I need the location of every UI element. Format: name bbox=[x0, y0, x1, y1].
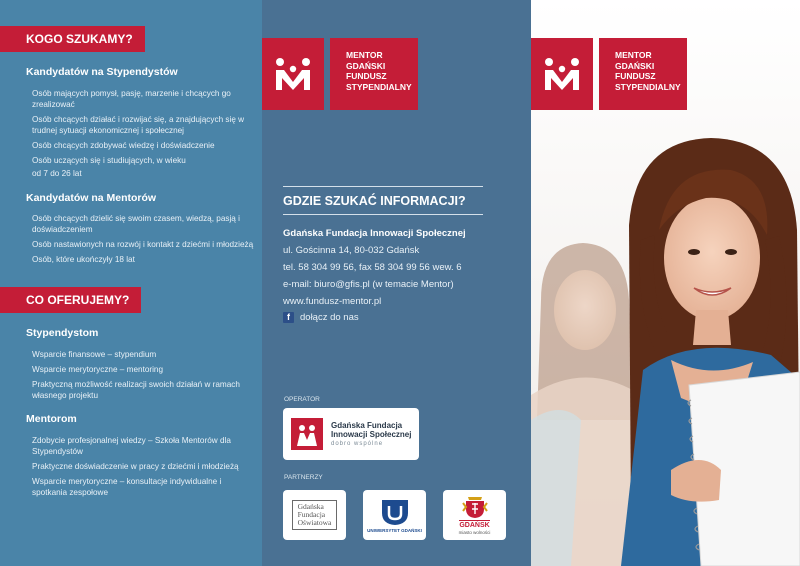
facebook-icon: f bbox=[283, 312, 294, 323]
list-item: Wsparcie finansowe – stypendium bbox=[32, 350, 157, 359]
divider bbox=[283, 186, 483, 187]
partner-ug-logo[interactable]: UNIWERSYTET GDAŃSKI bbox=[363, 490, 426, 540]
phone: tel. 58 304 99 56, fax 58 304 99 56 wew. 6 bbox=[283, 262, 462, 273]
list-item: Osób chcących dzielić się swoim czasem, wiedzą, pasją i doświadczeniem bbox=[32, 214, 240, 234]
email-link[interactable]: e-mail: biuro@gfis.pl (w temacie Mentor) bbox=[283, 279, 454, 290]
cover-logo-mark bbox=[531, 38, 593, 110]
operator-caption: OPERATOR bbox=[284, 396, 320, 403]
list-item: Osób mających pomysł, pasję, marzenie i chcących go zrealizować bbox=[32, 89, 231, 109]
mentor-logo-text: MENTOR GDAŃSKI FUNDUSZ STYPENDIALNY bbox=[330, 38, 418, 110]
org-name: Gdańska Fundacja Innowacji Społecznej bbox=[283, 228, 466, 239]
mentorom-heading: Mentorom bbox=[26, 413, 77, 425]
stypendystom-heading: Stypendystom bbox=[26, 327, 99, 339]
list-item: Osób, które ukończyły 18 lat bbox=[32, 255, 135, 264]
gdansk-crest-icon bbox=[460, 495, 490, 519]
list-item: Osób uczących się i studiujących, w wieku bbox=[32, 156, 186, 165]
list-item: Wsparcie merytoryczne – konsultacje indywidualne i spotkania zespołowe bbox=[32, 477, 222, 497]
mentor-logo-icon bbox=[542, 56, 582, 92]
offer-tag: CO OFERUJEMY? bbox=[0, 287, 141, 313]
mentors-heading: Kandydatów na Mentorów bbox=[26, 192, 157, 204]
list-item: Praktyczne doświadczenie w pracy z dziećmi i młodzieżą bbox=[32, 462, 239, 471]
gfis-logo-icon bbox=[291, 418, 323, 450]
who-tag: KOGO SZUKAMY? bbox=[0, 26, 145, 52]
address: ul. Gościnna 14, 80-032 Gdańsk bbox=[283, 245, 420, 256]
facebook-link[interactable] bbox=[283, 312, 359, 323]
facebook-label: dołącz do nas bbox=[300, 312, 359, 323]
age-range: od 7 do 26 lat bbox=[32, 169, 82, 178]
list-item: Osób nastawionych na rozwój i kontakt z dziećmi i młodzieżą bbox=[32, 240, 254, 249]
scholars-list bbox=[32, 88, 254, 170]
scholars-heading: Kandydatów na Stypendystów bbox=[26, 66, 178, 78]
list-item: Praktyczną możliwość realizacji swoich działań w ramach własnego projektu bbox=[32, 380, 240, 400]
info-title: GDZIE SZUKAĆ INFORMACJI? bbox=[283, 194, 466, 208]
stypendystom-list bbox=[32, 349, 254, 405]
cover-logo-text: MENTOR GDAŃSKI FUNDUSZ STYPENDIALNY bbox=[599, 38, 687, 110]
website-link[interactable]: www.fundusz-mentor.pl bbox=[283, 296, 382, 307]
mentors-list bbox=[32, 213, 254, 269]
mentor-logo-mark bbox=[262, 38, 324, 110]
list-item: Osób chcących zdobywać wiedzę i doświadczenie bbox=[32, 141, 215, 150]
divider bbox=[283, 214, 483, 215]
left-panel bbox=[0, 0, 262, 566]
list-item: Wsparcie merytoryczne – mentoring bbox=[32, 365, 164, 374]
mentorom-list bbox=[32, 435, 254, 502]
partner-gfo-logo[interactable]: Gdańska Fundacja Oświatowa bbox=[283, 490, 346, 540]
partners-caption: PARTNERZY bbox=[284, 474, 323, 481]
partner-gdansk-logo[interactable]: GDAŃSK miasto wolności bbox=[443, 490, 506, 540]
list-item: Osób chcących działać i rozwijać się, a znajdujących się w trudnej sytuacji ekonomicznej i społecznej bbox=[32, 115, 245, 135]
operator-logo[interactable]: Gdańska Fundacja Innowacji Społecznej dobro wspólne bbox=[283, 408, 419, 460]
ug-logo-icon bbox=[380, 498, 410, 526]
mentor-logo-icon bbox=[273, 56, 313, 92]
list-item: Zdobycie profesjonalnej wiedzy – Szkoła Mentorów dla Stypendystów bbox=[32, 436, 231, 456]
